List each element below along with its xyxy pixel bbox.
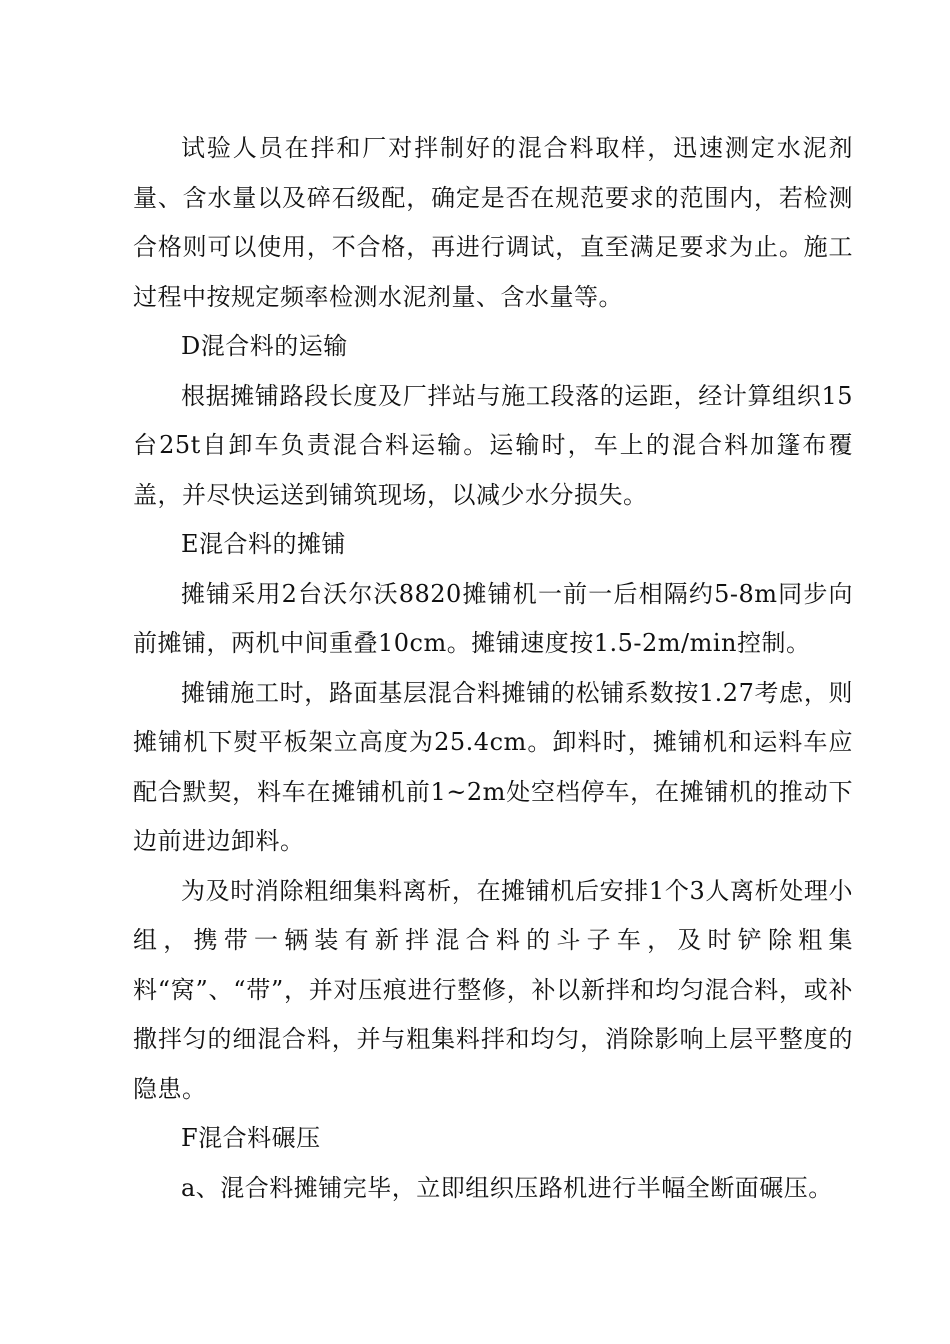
paragraph-paving-construction: 摊铺施工时，路面基层混合料摊铺的松铺系数按1.27考虑，则摊铺机下熨平板架立高度为25.4cm。卸料时，摊铺机和运料车应配合默契，料车在摊铺机前1~2m处空档停车，在摊铺机的推动下边前进边卸料。 xyxy=(133,678,853,855)
paragraph-transport: 根据摊铺路段长度及厂拌站与施工段落的运距，经计算组织15台25t自卸车负责混合料运输。运输时，车上的混合料加篷布覆盖，并尽快运送到铺筑现场，以减少水分损失。 xyxy=(133,381,853,509)
paragraph-sampling-testing: 试验人员在拌和厂对拌制好的混合料取样，迅速测定水泥剂量、含水量以及碎石级配，确定是否在规范要求的范围内，若检测合格则可以使用，不合格，再进行调试，直至满足要求为止。施工过程中按规定频率检测水泥剂量、含水量等。 xyxy=(133,134,853,311)
heading-e-mix-paving: E混合料的摊铺 xyxy=(181,530,347,558)
heading-f-mix-compaction: F混合料碾压 xyxy=(181,1124,321,1152)
heading-d-mix-transport: D混合料的运输 xyxy=(181,332,348,360)
paragraph-paving-equipment: 摊铺采用2台沃尔沃8820摊铺机一前一后相隔约5-8m同步向前摊铺，两机中间重叠10cm。摊铺速度按1.5-2m/min控制。 xyxy=(133,579,853,657)
paragraph-compaction-start: a、混合料摊铺完毕，立即组织压路机进行半幅全断面碾压。 xyxy=(181,1173,833,1202)
paragraph-segregation-control: 为及时消除粗细集料离析，在摊铺机后安排1个3人离析处理小组，携带一辆装有新拌混合料的斗子车，及时铲除粗集料“窝”、“带”，并对压痕进行整修，补以新拌和均匀混合料，或补撒拌匀的细混合料，并与粗集料拌和均匀，消除影响上层平整度的隐患。 xyxy=(133,876,853,1103)
document-body xyxy=(133,124,853,1213)
